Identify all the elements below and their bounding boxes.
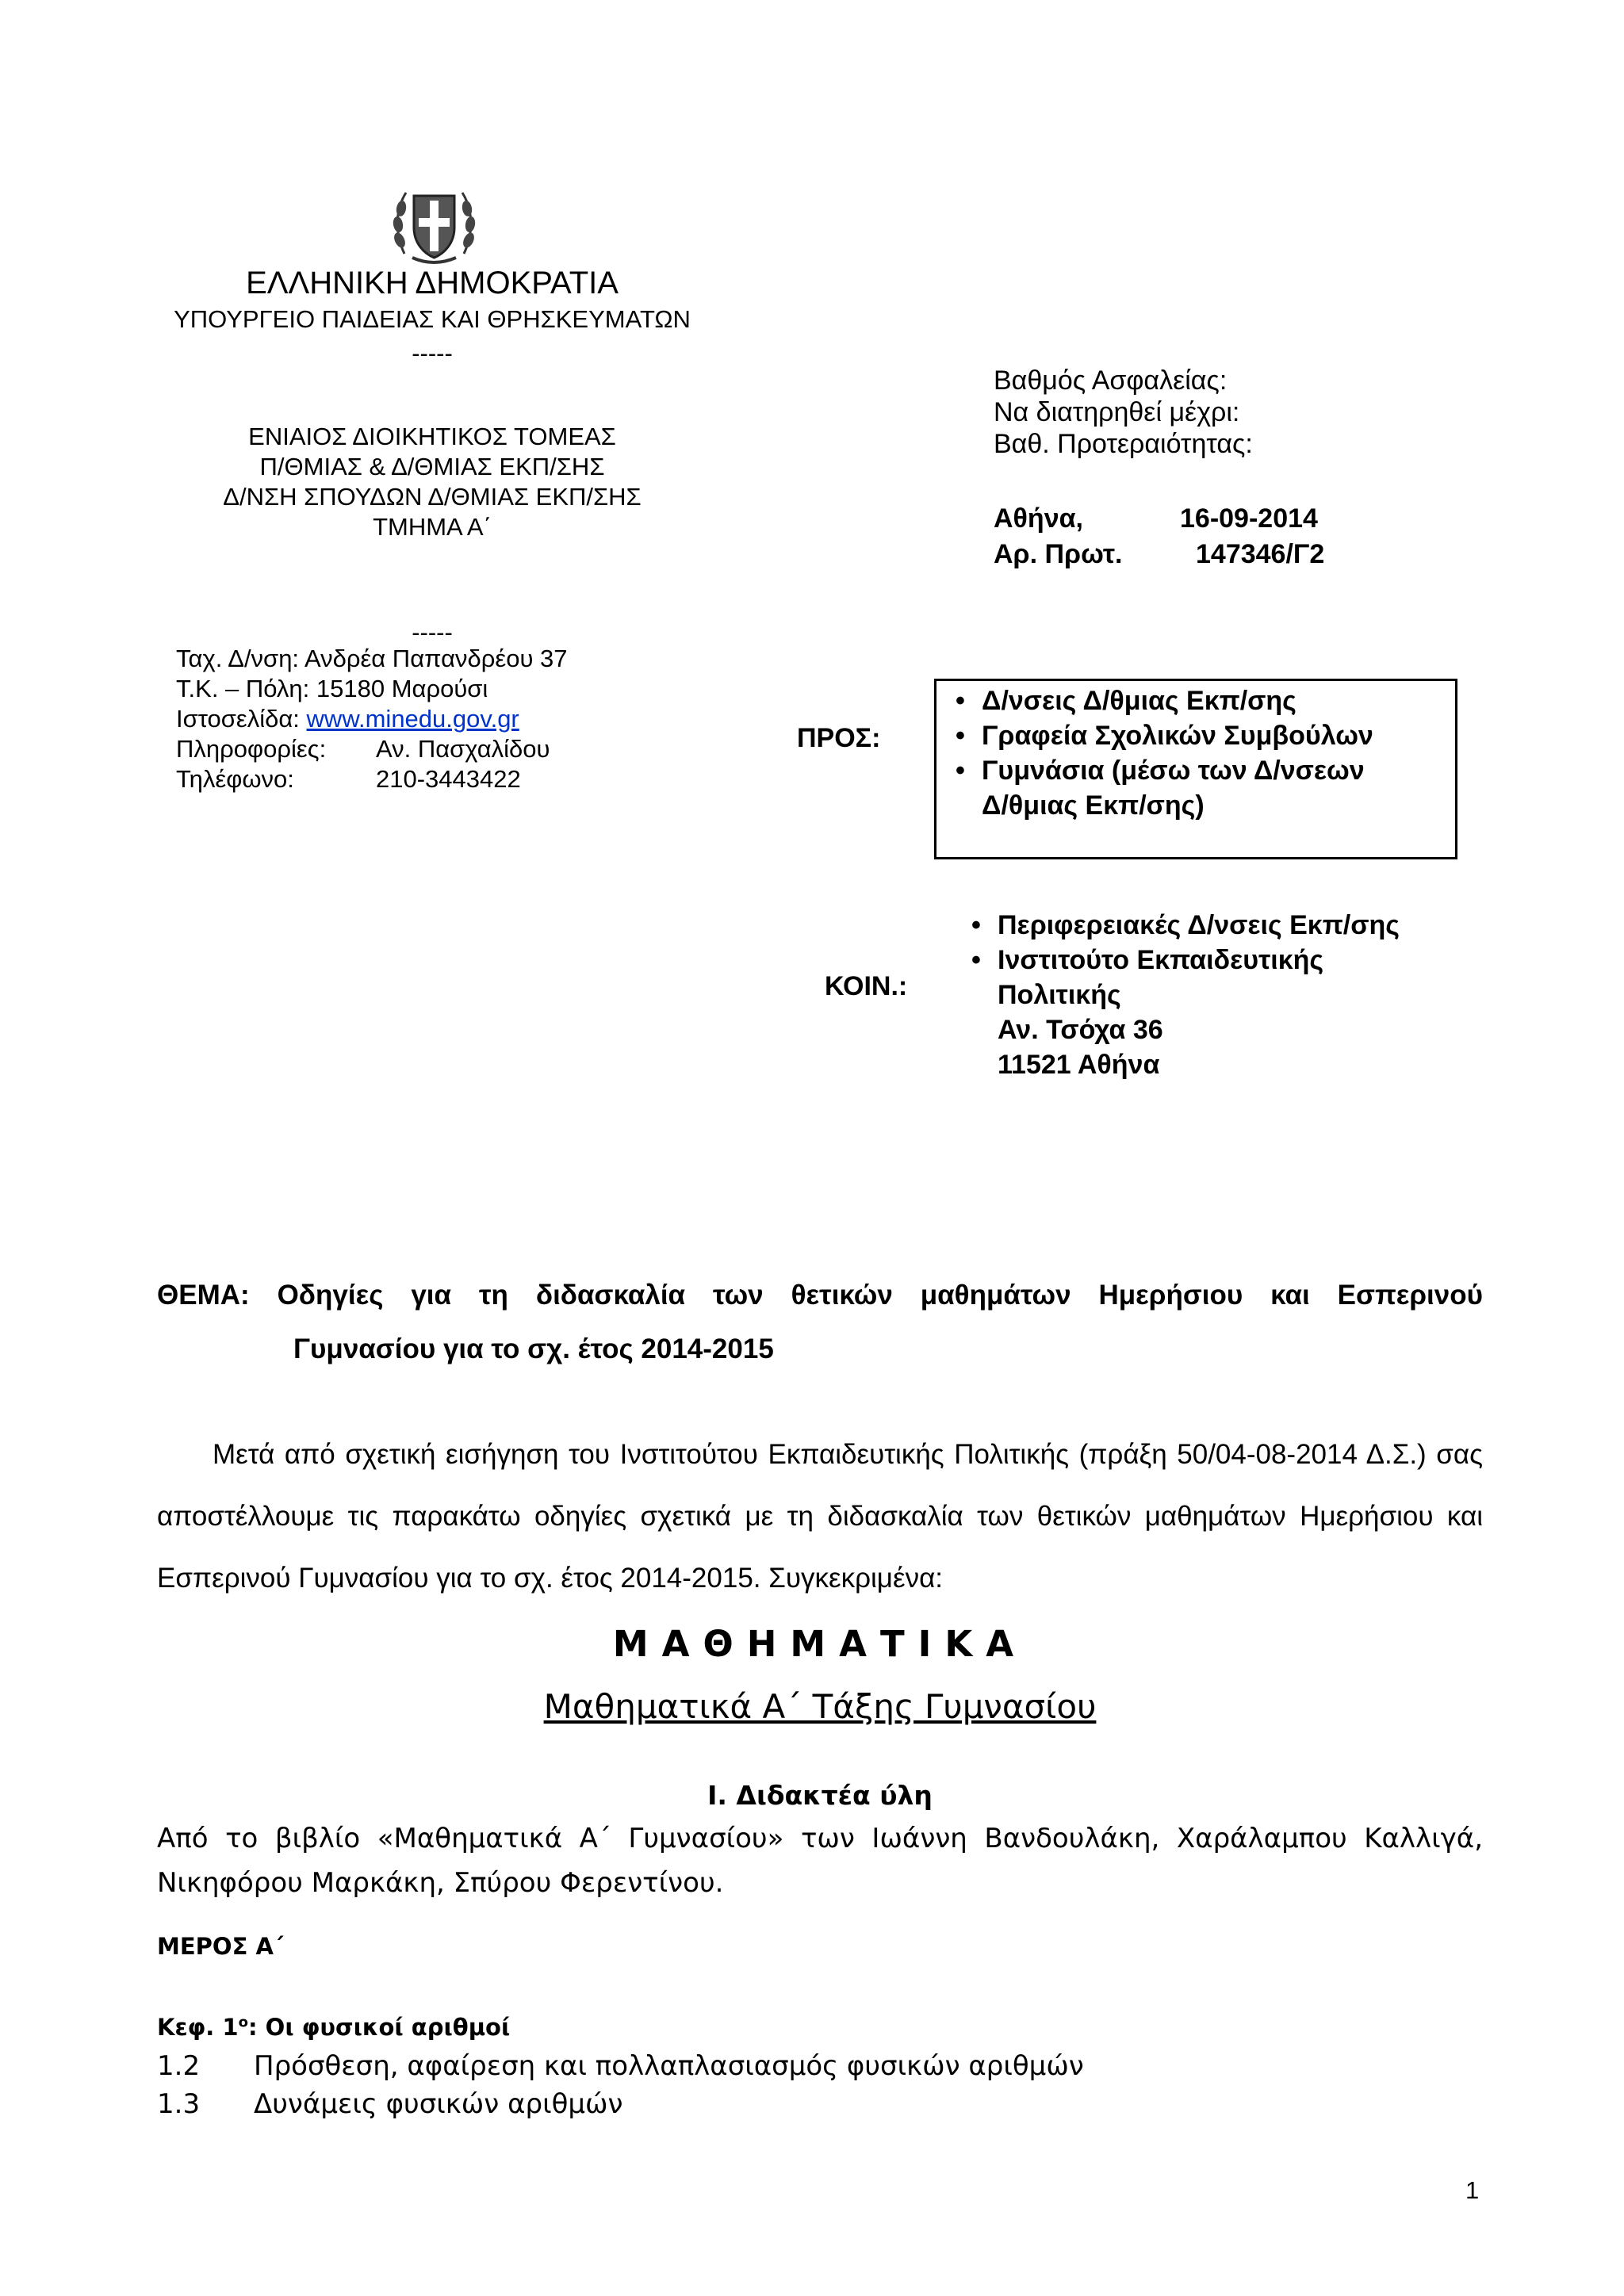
priority-level: Βαθ. Προτεραιότητας:: [994, 429, 1253, 459]
date-value: 16-09-2014: [1180, 503, 1318, 534]
info-value: Αν. Πασχαλίδου: [376, 735, 550, 763]
list-item: • Γυμνάσια (μέσω των Δ/νσεων: [942, 753, 1373, 788]
address: Ταχ. Δ/νση: Ανδρέα Παπανδρέου 37: [176, 645, 568, 672]
phone-label: Τηλέφωνο:: [176, 765, 294, 793]
list-item-continuation: 11521 Αθήνα: [998, 1050, 1160, 1080]
protocol-label: Αρ. Πρωτ.: [994, 539, 1123, 569]
subject-line: [157, 1269, 1483, 1322]
bullet-icon: •: [956, 756, 965, 786]
list-item: • Δ/νσεις Δ/θμιας Εκπ/σης: [942, 683, 1373, 718]
retain-until: Να διατηρηθεί μέχρι:: [994, 397, 1240, 427]
protocol-value: 147346/Γ2: [1196, 539, 1325, 569]
chapter-sup: ο: [238, 2014, 248, 2031]
ministry-heading: ΥΠΟΥΡΓΕΙΟ ΠΑΙΔΕΙΑΣ ΚΑΙ ΘΡΗΣΚΕΥΜΑΤΩΝ: [174, 305, 691, 333]
list-item-continuation: Δ/θμιας Εκπ/σης): [982, 790, 1205, 821]
chapter-prefix: Κεφ. 1: [157, 2014, 239, 2041]
subject-word: για: [411, 1280, 452, 1311]
subject-word: Οδηγίες: [277, 1280, 384, 1311]
phone-row: [176, 764, 568, 794]
chapter-title: : Οι φυσικοί αριθμοί: [247, 2014, 511, 2041]
unit-line: ΤΜΗΜΑ Α΄: [373, 513, 492, 541]
page-number: 1: [1465, 2176, 1480, 2204]
cc-label: ΚΟΙΝ.:: [825, 971, 908, 1001]
subject-label: ΘΕΜΑ:: [157, 1280, 250, 1311]
date-row: [994, 503, 1318, 534]
unit-line: ΕΝΙΑΙΟΣ ΔΙΟΙΚΗΤΙΚΟΣ ΤΟΜΕΑΣ: [248, 423, 616, 450]
intro-paragraph: Μετά από σχετική εισήγηση του Ινστιτούτου Εκπαιδευτικής Πολιτικής (πράξη 50/04-08-2014 Δ.Σ.) σας αποστέλλουμε τις παρακάτω οδηγίες σχετικά με τη διδασκαλία των θετικών μαθημάτων Ημερήσιου και Εσπερινού Γυμνασίου για το σχ. έτος 2014-2015. Συγκεκριμένα:: [157, 1439, 1483, 1594]
topic-list: [157, 2047, 1084, 2123]
subject-word: τη: [478, 1280, 508, 1311]
to-list: [942, 683, 1373, 823]
item-text: Δυνάμεις φυσικών αριθμών: [254, 2088, 623, 2120]
subject-word: Ημερήσιου: [1098, 1280, 1243, 1311]
date-label: Αθήνα,: [994, 503, 1083, 534]
website-link[interactable]: www.minedu.gov.gr: [306, 705, 519, 733]
info-label: Πληροφορίες:: [176, 735, 327, 763]
subject-block: [157, 1269, 1483, 1376]
list-item: [157, 2085, 1084, 2123]
republic-heading: ΕΛΛΗΝΙΚΗ ΔΗΜΟΚΡΑΤΙΑ: [246, 266, 619, 300]
list-item-continuation: Αν. Τσόχα 36: [998, 1015, 1163, 1045]
subject-word: θετικών: [791, 1280, 893, 1311]
unit-line: Δ/ΝΣΗ ΣΠΟΥΔΩΝ Δ/ΘΜΙΑΣ ΕΚΠ/ΣΗΣ: [223, 483, 642, 511]
section-title: ΜΑΘΗΜΑΤΙΚΑ: [612, 1623, 1028, 1665]
separator: -----: [412, 618, 453, 646]
subject-word: των: [712, 1280, 764, 1311]
list-item: • Ινστιτούτο Εκπαιδευτικής: [958, 943, 1400, 978]
bullet-icon: •: [956, 686, 965, 716]
unit-block: [143, 422, 722, 542]
bullet-icon: •: [956, 721, 965, 751]
item-number: 1.2: [157, 2050, 201, 2082]
book-paragraph: Από το βιβλίο «Μαθηματικά Α΄ Γυμνασίου» των Ιωάννη Βανδουλάκη, Χαράλαμπου Καλλιγά, Νικηφόρου Μαρκάκη, Σπύρου Φερεντίνου.: [157, 1823, 1483, 1899]
to-label: ΠΡΟΣ:: [797, 723, 881, 753]
protocol-row: [994, 539, 1324, 570]
subject-word: διδασκαλία: [535, 1280, 686, 1311]
city: Τ.Κ. – Πόλη: 15180 Μαρούσι: [176, 675, 488, 702]
bullet-icon: •: [971, 945, 981, 975]
chapter-heading: [157, 2014, 510, 2041]
unit-line: Π/ΘΜΙΑΣ & Δ/ΘΜΙΑΣ ΕΚΠ/ΣΗΣ: [259, 453, 605, 480]
greek-coat-of-arms-icon: [389, 178, 480, 270]
item-text: Πρόσθεση, αφαίρεση και πολλαπλασιασμός φυσικών αριθμών: [254, 2050, 1084, 2082]
subject-word: μαθημάτων: [920, 1280, 1071, 1311]
list-item: • Περιφερειακές Δ/νσεις Εκπ/σης: [958, 908, 1400, 943]
meta-block: [994, 365, 1253, 460]
cc-list: [958, 908, 1400, 1082]
subject-word: και: [1270, 1280, 1310, 1311]
phone-value: 210-3443422: [376, 765, 521, 793]
contact-block: [176, 644, 568, 794]
subject-line-2: Γυμνασίου για το σχ. έτος 2014-2015: [293, 1334, 774, 1364]
list-item-continuation: Πολιτικής: [998, 980, 1121, 1010]
list-item: • Γραφεία Σχολικών Συμβούλων: [942, 718, 1373, 753]
item-number: 1.3: [157, 2088, 201, 2120]
list-item: [157, 2047, 1084, 2085]
website-label: Ιστοσελίδα:: [176, 705, 307, 733]
website-row: [176, 704, 568, 734]
info-row: [176, 734, 568, 764]
section-subtitle: Μαθηματικά Α΄ Τάξης Γυμνασίου: [543, 1687, 1097, 1726]
syllabus-heading: Ι. Διδακτέα ύλη: [707, 1780, 933, 1811]
security-level: Βαθμός Ασφαλείας:: [994, 365, 1228, 396]
part-heading: ΜΕΡΟΣ Α΄: [157, 1933, 284, 1960]
separator: -----: [412, 339, 453, 367]
subject-word: Εσπερινού: [1337, 1280, 1483, 1311]
bullet-icon: •: [971, 910, 981, 940]
